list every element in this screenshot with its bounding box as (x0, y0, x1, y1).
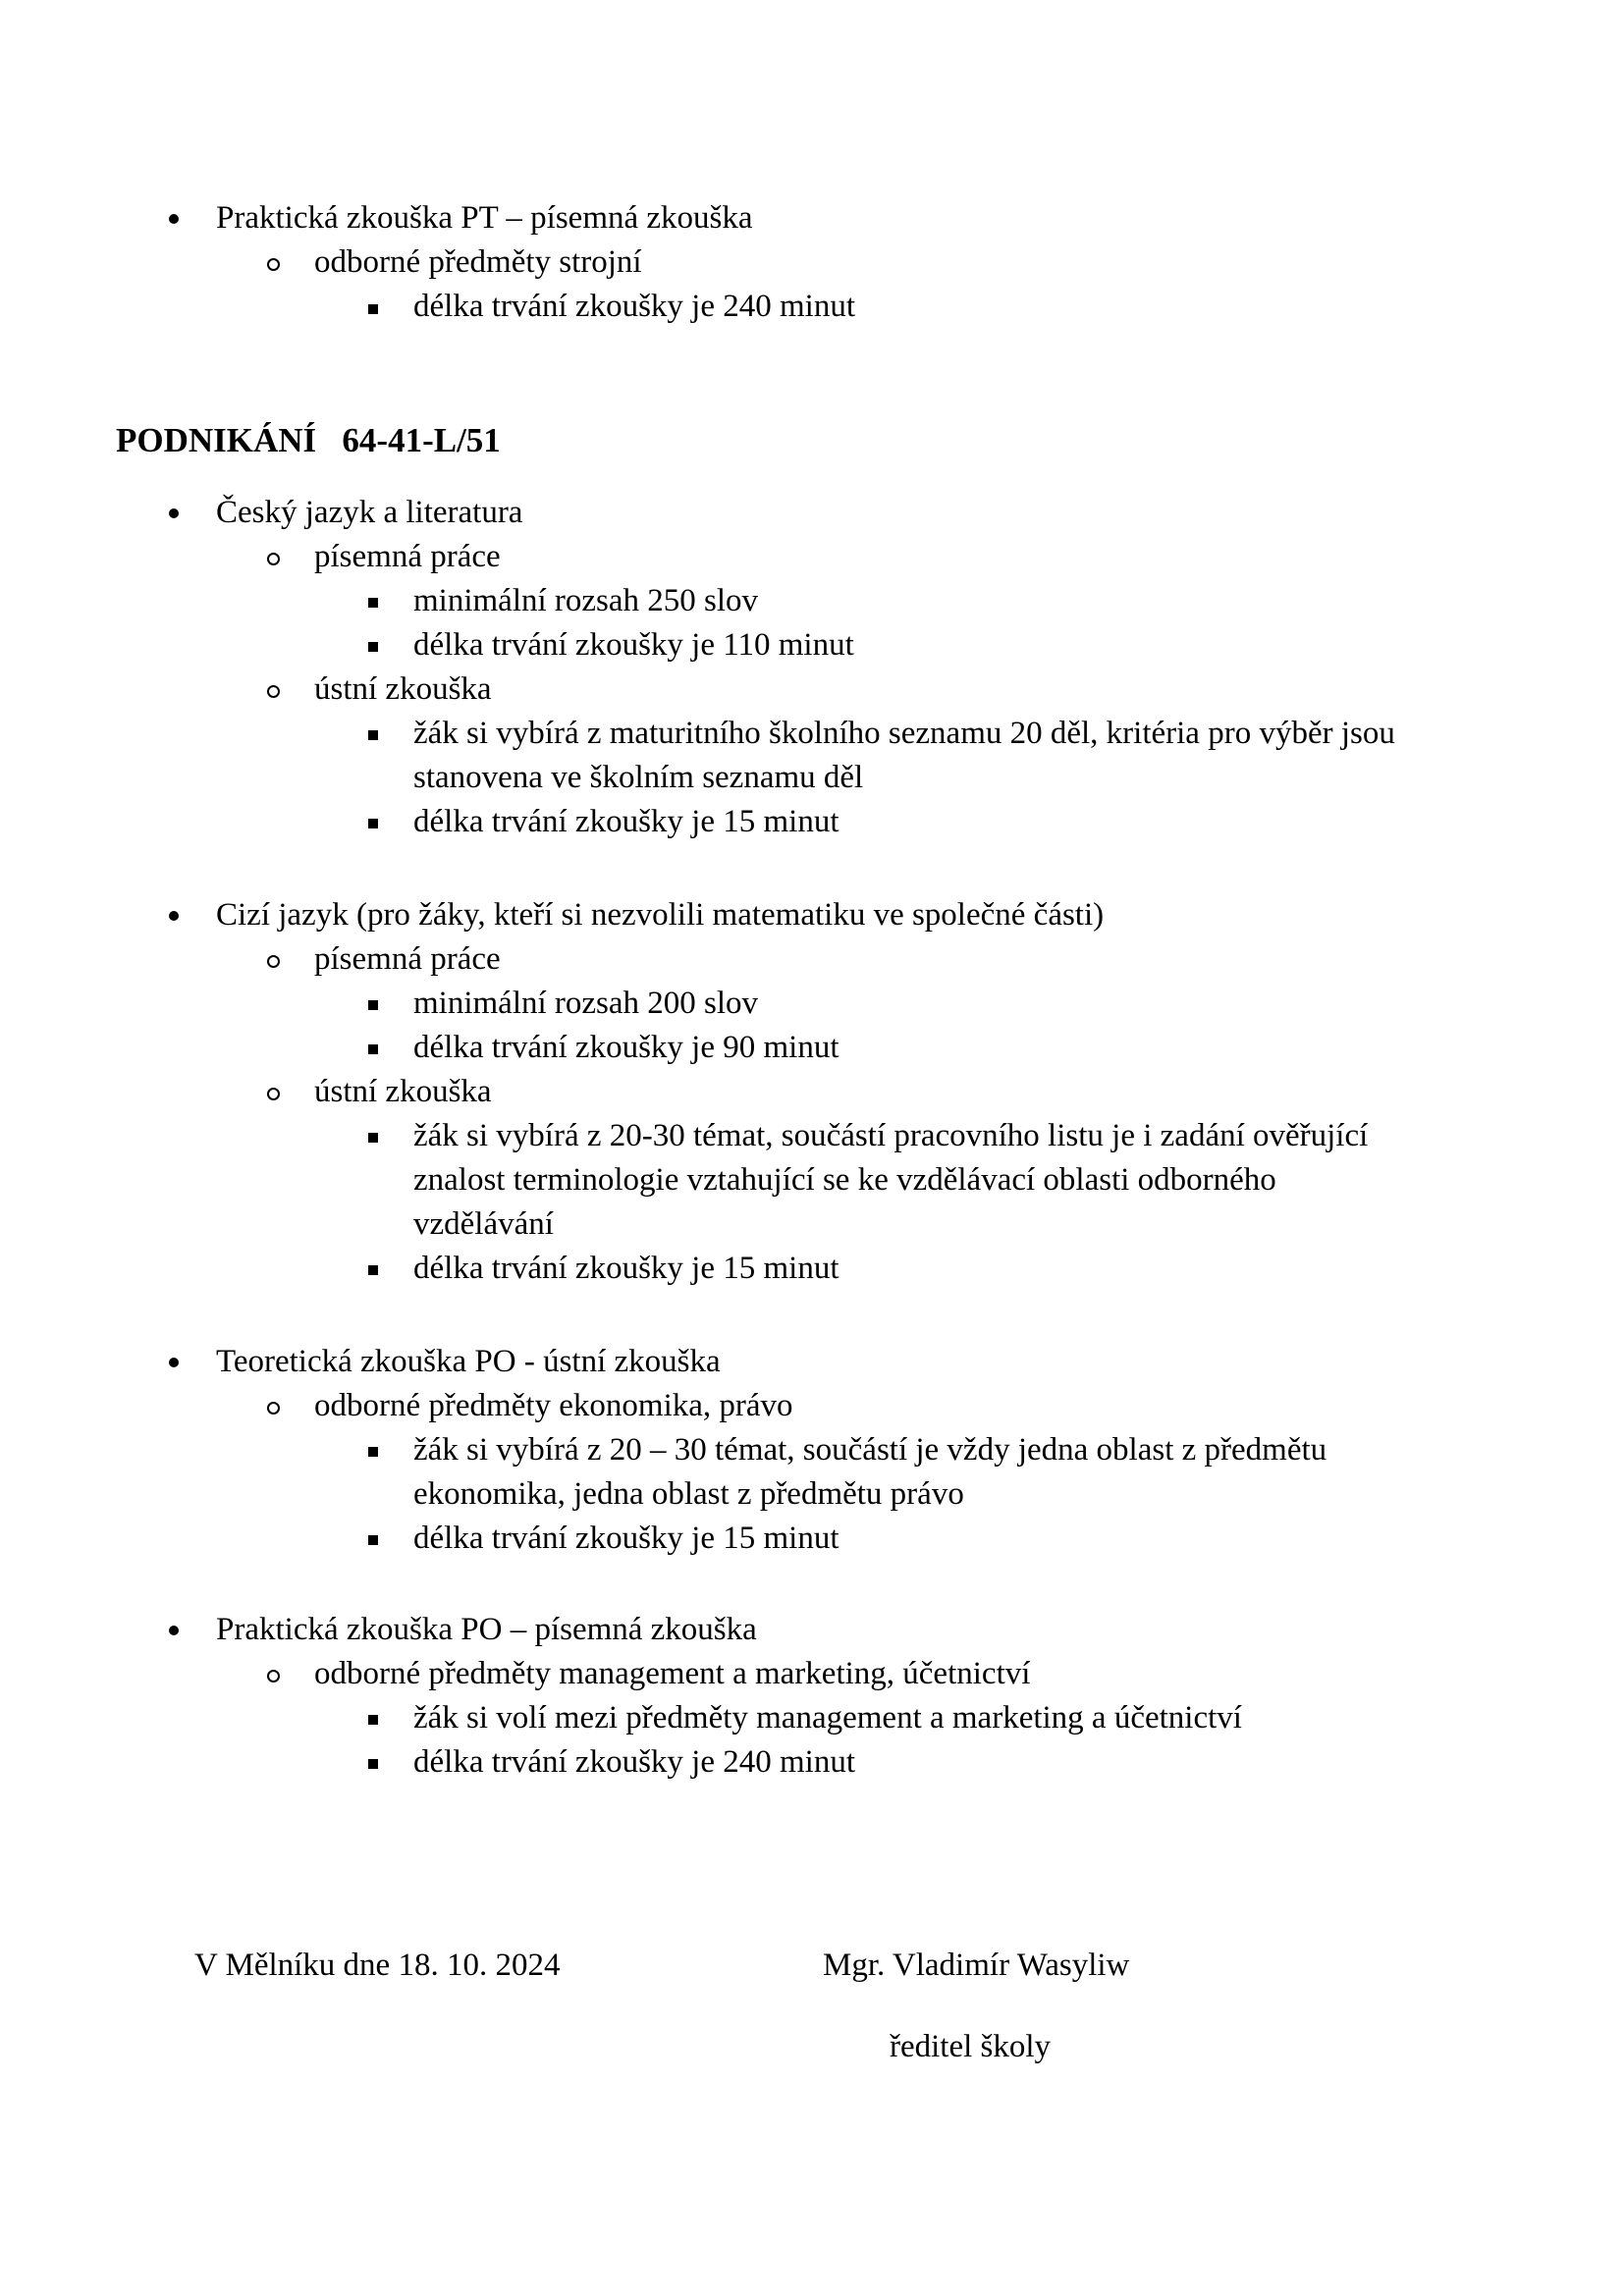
bullet-dot (169, 911, 179, 921)
bullet-square (368, 1265, 378, 1275)
bullet-circle (267, 1670, 280, 1682)
bullet-dot (169, 1626, 179, 1635)
list-detail-continued: stanovena ve školním seznamu děl (413, 760, 864, 795)
list-detail: žák si volí mezi předměty management a marketing a účetnictví (413, 1700, 1242, 1735)
list-detail: délka trvání zkoušky je 240 minut (413, 1744, 855, 1780)
list-detail-continued: ekonomika, jedna oblast z předmětu právo (413, 1476, 964, 1512)
bullet-square (368, 1759, 378, 1769)
list-item: Teoretická zkouška PO - ústní zkouška (216, 1344, 721, 1379)
bullet-circle (267, 1088, 280, 1100)
bullet-square (368, 642, 378, 652)
list-detail: délka trvání zkoušky je 15 minut (413, 1251, 839, 1286)
list-subitem: písemná práce (314, 941, 501, 977)
list-subitem: písemná práce (314, 539, 501, 574)
list-detail: žák si vybírá z maturitního školního seznamu 20 děl, kritéria pro výběr jsou (413, 716, 1395, 751)
bullet-square (368, 1133, 378, 1143)
bullet-square (368, 1000, 378, 1010)
bullet-square (368, 1447, 378, 1457)
place-date: V Mělníku dne 18. 10. 2024 (194, 1948, 561, 1983)
list-detail: délka trvání zkoušky je 15 minut (413, 804, 839, 839)
bullet-square (368, 819, 378, 828)
list-item: Český jazyk a literatura (216, 495, 523, 530)
list-detail-continued: znalost terminologie vztahující se ke vzdělávací oblasti odborného (413, 1162, 1276, 1198)
bullet-circle (267, 258, 280, 271)
bullet-circle (267, 1402, 280, 1415)
list-detail-continued: vzdělávání (413, 1206, 554, 1242)
signatory-name: Mgr. Vladimír Wasyliw (823, 1948, 1130, 1983)
list-subitem: odborné předměty strojní (314, 244, 642, 280)
bullet-square (368, 730, 378, 740)
bullet-dot (169, 214, 179, 224)
list-detail: délka trvání zkoušky je 15 minut (413, 1521, 839, 1556)
list-item: Cizí jazyk (pro žáky, kteří si nezvolili matematiku ve společné části) (216, 897, 1105, 933)
list-subitem: ústní zkouška (314, 1074, 492, 1109)
list-subitem: odborné předměty ekonomika, právo (314, 1388, 793, 1423)
bullet-circle (267, 685, 280, 698)
section-heading: PODNIKÁNÍ 64-41-L/51 (116, 421, 501, 459)
list-detail: délka trvání zkoušky je 90 minut (413, 1030, 839, 1065)
signatory-role: ředitel školy (890, 2029, 1052, 2064)
list-detail: minimální rozsah 250 slov (413, 583, 759, 618)
list-detail: délka trvání zkoušky je 240 minut (413, 289, 855, 324)
list-detail: délka trvání zkoušky je 110 minut (413, 627, 854, 663)
bullet-square (368, 598, 378, 608)
bullet-square (368, 1715, 378, 1725)
list-subitem: ústní zkouška (314, 671, 492, 707)
bullet-circle (267, 955, 280, 968)
bullet-square (368, 304, 378, 314)
bullet-square (368, 1535, 378, 1545)
list-detail: minimální rozsah 200 slov (413, 986, 759, 1021)
list-subitem: odborné předměty management a marketing, účetnictví (314, 1656, 1031, 1691)
list-detail: žák si vybírá z 20-30 témat, součástí pracovního listu je i zadání ověřující (413, 1118, 1369, 1153)
bullet-dot (169, 508, 179, 518)
bullet-square (368, 1044, 378, 1054)
bullet-circle (267, 553, 280, 565)
list-item: Praktická zkouška PO – písemná zkouška (216, 1612, 757, 1647)
list-detail: žák si vybírá z 20 – 30 témat, součástí je vždy jedna oblast z předmětu (413, 1432, 1327, 1468)
list-item: Praktická zkouška PT – písemná zkouška (216, 200, 753, 236)
bullet-dot (169, 1358, 179, 1367)
